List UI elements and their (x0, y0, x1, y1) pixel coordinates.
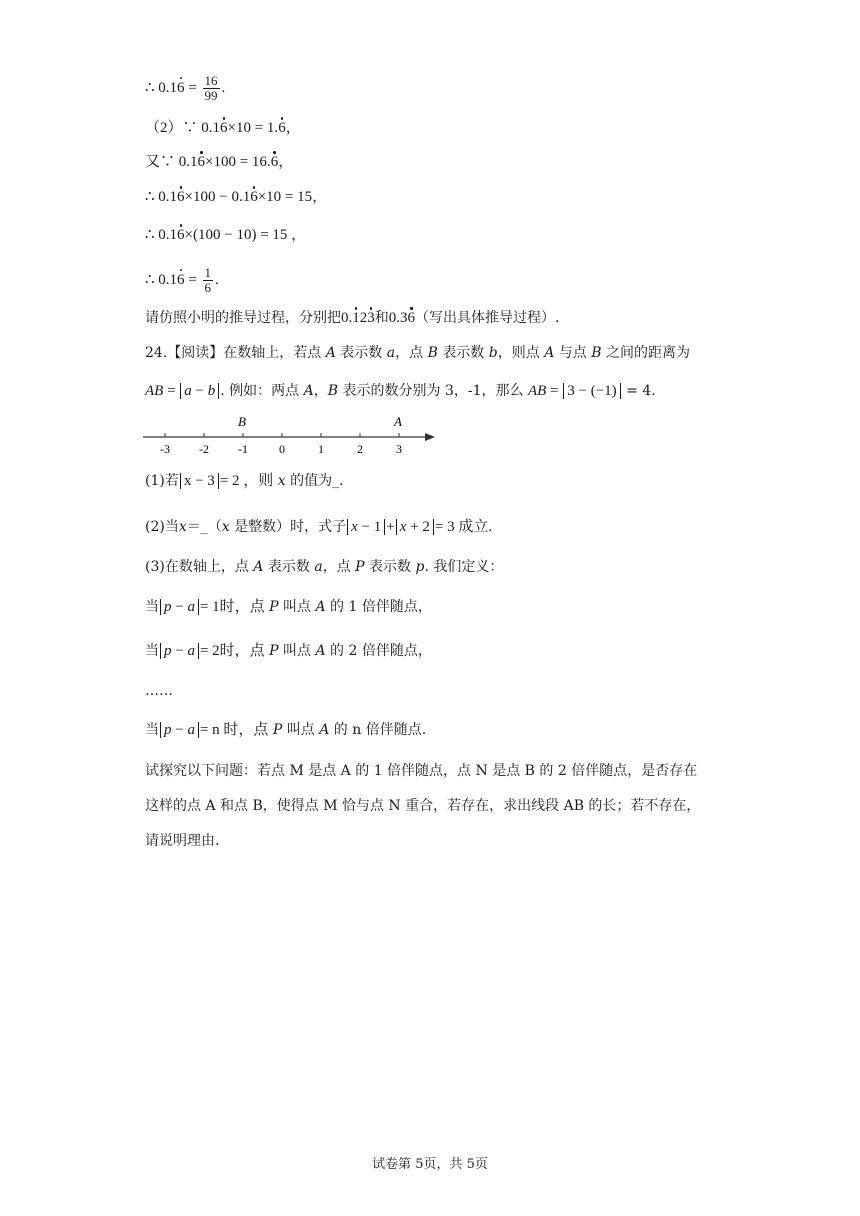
point-b-label: B (238, 414, 246, 429)
sub1: (1)若 x − 3 = 2 ，则 x 的值为_. (145, 473, 344, 489)
page-footer: 试卷第 5页，共 5页 (372, 1157, 488, 1172)
sub2: (2)当x＝_（x 是整数）时，式子 x − 1 + x + 2 = 3 成立. (145, 519, 493, 535)
definition-n: 当 p − a = n 时，点 P 叫点 A 的 n 倍伴随点. (145, 722, 427, 738)
instruction: 请仿照小明的推导过程，分别把0.123和0.36（写出具体推导过程）. (145, 310, 560, 326)
tick-label: -3 (160, 442, 170, 456)
therefore-symbol: ∴ (145, 79, 155, 96)
q24-line2: AB = a − b . 例如：两点 A，B 表示的数分别为 3，-1，那么 AB = 3 − (−1) = 4. (145, 383, 656, 399)
definition-2: 当 p − a = 2时，点 P 叫点 A 的 2 倍伴随点， (145, 643, 432, 659)
definition-1: 当 p − a = 1时，点 P 叫点 A 的 1 倍伴随点， (145, 599, 432, 615)
proof2-line2: 又∵ 0.16×100 = 16.6， (145, 154, 294, 170)
proof2-line3: ∴ 0.16×100 − 0.16×10 = 15， (145, 189, 328, 205)
explore-line1: 试探究以下问题：若点 M 是点 A 的 1 倍伴随点，点 N 是点 B 的 2 倍伴随点，是否存在 (145, 763, 698, 779)
q24-line1: 24.【阅读】在数轴上，若点 A 表示数 a，点 B 表示数 b，则点 A 与点 B 之间的距离为 (145, 345, 690, 361)
explore-line3: 请说明理由. (145, 833, 220, 849)
sub3: (3)在数轴上，点 A 表示数 a，点 P 表示数 p. 我们定义： (145, 559, 504, 575)
point-a-label: A (394, 414, 402, 429)
tick-label: 1 (318, 442, 324, 456)
proof2-line1: （2）∵ 0.16×10 = 1.6， (145, 120, 301, 136)
tick-label: 0 (279, 442, 285, 456)
tick-label: 3 (396, 442, 402, 456)
proof2-line4: ∴ 0.16×(100 − 10) = 15 ， (145, 227, 307, 243)
tick-label: -2 (199, 442, 209, 456)
tick-label: 2 (357, 442, 363, 456)
fraction: $\frac{16}{99}$ (204, 73, 218, 103)
fraction: $\frac{1}{6}$ (204, 265, 212, 295)
tick-label: -1 (238, 442, 248, 456)
axis-arrow-icon (425, 433, 435, 441)
ellipsis: …… (145, 683, 173, 699)
number-line (143, 410, 443, 460)
explore-line2: 这样的点 A 和点 B，使得点 M 恰与点 N 重合，若存在，求出线段 AB 的长；若不存在， (145, 798, 701, 814)
proof1-result: ∴ 0.16 = $\frac{16}{99}$ . (145, 73, 226, 103)
proof2-result: ∴ 0.16 = $\frac{1}{6}$ . (145, 265, 219, 295)
